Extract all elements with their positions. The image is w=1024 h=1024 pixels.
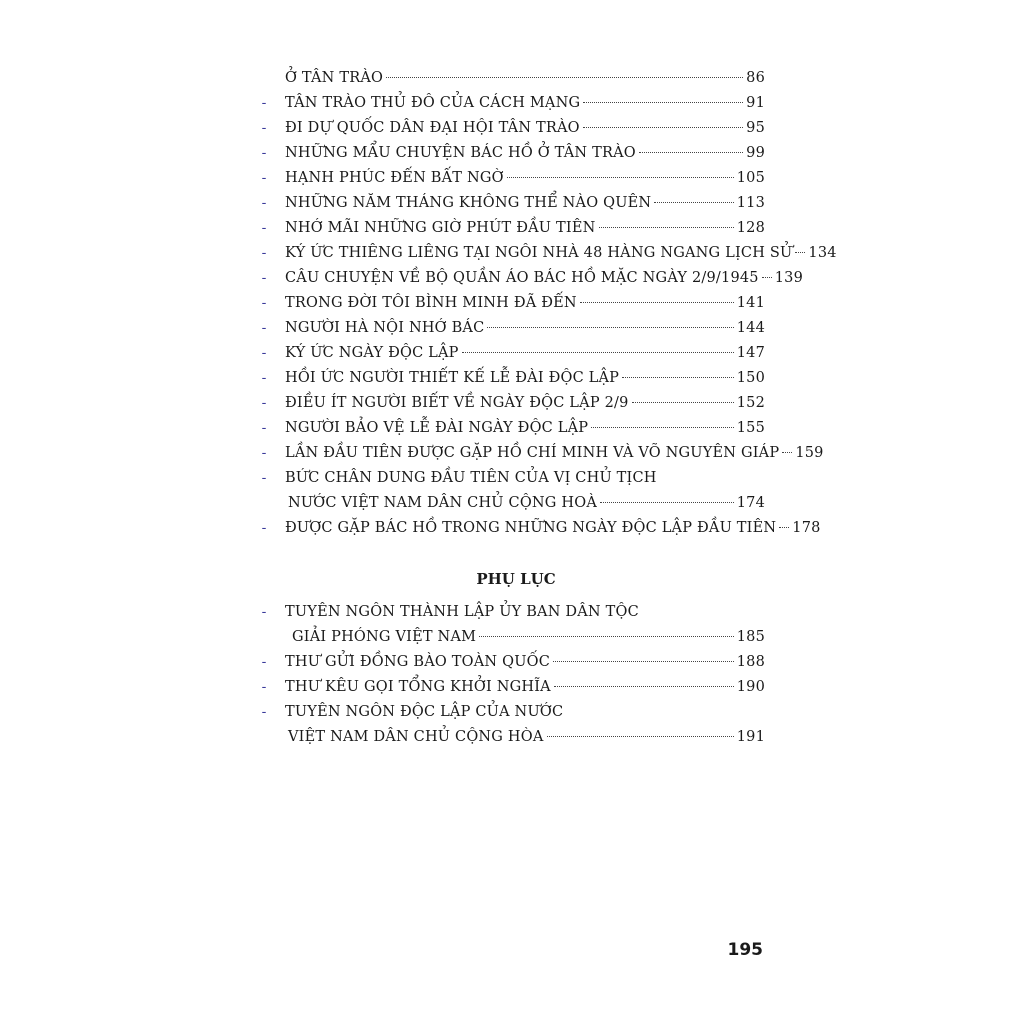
toc-entry-page: 128 (736, 220, 765, 236)
toc-entry-title: ĐƯỢC GẶP BÁC HỒ TRONG NHỮNG NGÀY ĐỘC LẬP ĐẦU TIÊN (285, 520, 777, 536)
toc-entry (257, 116, 765, 141)
toc-entry (257, 391, 765, 416)
dot-leader (487, 327, 733, 328)
toc-entry (257, 166, 765, 191)
dot-leader (779, 527, 789, 528)
toc-entry (257, 191, 765, 216)
bullet-dash: - (261, 295, 267, 311)
toc-entry-title: ĐIỀU ÍT NGƯỜI BIẾT VỀ NGÀY ĐỘC LẬP 2/9 (285, 395, 629, 411)
toc-entry-title-line1: BỨC CHÂN DUNG ĐẦU TIÊN CỦA VỊ CHỦ TỊCH (285, 470, 657, 486)
appendix-entry-multiline (257, 600, 765, 650)
appendix-heading: PHỤ LỤC (476, 570, 556, 588)
toc-entry-title: NHỮNG MẨU CHUYỆN BÁC HỒ Ở TÂN TRÀO (285, 145, 636, 161)
toc-entry (257, 91, 765, 116)
dot-leader (622, 377, 734, 378)
bullet-dash: - (261, 345, 267, 361)
toc-entry-page: 86 (746, 70, 765, 86)
toc-entry-title: HẠNH PHÚC ĐẾN BẤT NGỜ (285, 170, 504, 186)
toc-entry-title: ĐI DỰ QUỐC DÂN ĐẠI HỘI TÂN TRÀO (285, 120, 580, 136)
dot-leader (639, 152, 743, 153)
toc-entry (257, 266, 804, 291)
toc-entry-page: 91 (746, 95, 765, 111)
bullet-dash: - (261, 170, 267, 186)
toc-entry-title: KÝ ỨC THIÊNG LIÊNG TẠI NGÔI NHÀ 48 HÀNG NGANG LỊCH SỬ (285, 245, 793, 261)
toc-entry-page: 147 (736, 345, 765, 361)
toc-entry-page: 174 (736, 495, 765, 511)
toc-entry (257, 341, 765, 366)
toc-entry-page: 152 (736, 395, 765, 411)
toc-entry-title: NGƯỜI BẢO VỆ LỄ ĐÀI NGÀY ĐỘC LẬP (285, 420, 589, 436)
toc-entry (257, 216, 765, 241)
toc-entry-title: HỒI ỨC NGƯỜI THIẾT KẾ LỄ ĐÀI ĐỘC LẬP (285, 370, 620, 386)
toc-entry-page: 113 (736, 195, 765, 211)
dot-leader (462, 352, 734, 353)
toc-entry-page: 178 (792, 520, 821, 536)
toc-entry-title: CÂU CHUYỆN VỀ BỘ QUẦN ÁO BÁC HỒ MẶC NGÀY 2/9/1945 (285, 270, 759, 286)
toc-entry-title-line2: NƯỚC VIỆT NAM DÂN CHỦ CỘNG HOÀ (288, 495, 598, 511)
toc-entry-title: NHỚ MÃI NHỮNG GIỜ PHÚT ĐẦU TIÊN (285, 220, 596, 236)
bullet-dash: - (261, 679, 267, 695)
appendix-entry-title-line2: VIỆT NAM DÂN CHỦ CỘNG HÒA (288, 729, 544, 745)
toc-entry (257, 366, 765, 391)
dot-leader (553, 661, 734, 662)
page-number: 195 (727, 940, 763, 960)
appendix-entry-page: 185 (736, 629, 765, 645)
appendix-entry-title-line2: GIẢI PHÓNG VIỆT NAM (292, 629, 477, 645)
dot-leader (591, 427, 733, 428)
toc-entry-title: Ở TÂN TRÀO (285, 70, 384, 86)
dot-leader (762, 277, 772, 278)
dot-leader (386, 77, 743, 78)
dot-leader (583, 127, 743, 128)
appendix-entry-title: THƯ KÊU GỌI TỔNG KHỞI NGHĨA (285, 679, 551, 695)
dot-leader (583, 102, 743, 103)
toc-entry-page: 159 (795, 445, 824, 461)
bullet-dash: - (261, 220, 267, 236)
toc-entry-page: 99 (746, 145, 765, 161)
appendix-entry-page: 188 (736, 654, 765, 670)
bullet-dash: - (261, 120, 267, 136)
toc-entry-title: TÂN TRÀO THỦ ĐÔ CỦA CÁCH MẠNG (285, 95, 581, 111)
dot-leader (580, 302, 734, 303)
toc-entry-title: TRONG ĐỜI TÔI BÌNH MINH ĐÃ ĐẾN (285, 295, 577, 311)
dot-leader (654, 202, 733, 203)
toc-entry (257, 291, 765, 316)
appendix-entry-page: 190 (736, 679, 765, 695)
table-of-contents (257, 66, 837, 750)
appendix-entry-title-line1: TUYÊN NGÔN ĐỘC LẬP CỦA NƯỚC (285, 704, 564, 720)
toc-entry-title: NGƯỜI HÀ NỘI NHỚ BÁC (285, 320, 485, 336)
toc-entry (257, 141, 765, 166)
toc-entry (257, 416, 765, 441)
dot-leader (782, 452, 792, 453)
dot-leader (554, 686, 734, 687)
toc-entry-title: KÝ ỨC NGÀY ĐỘC LẬP (285, 345, 459, 361)
toc-entry-page: 105 (736, 170, 765, 186)
appendix-entry (257, 650, 765, 675)
dot-leader (547, 736, 734, 737)
toc-entry-list (257, 91, 837, 466)
appendix-entry-title: THƯ GỬI ĐỒNG BÀO TOÀN QUỐC (285, 654, 550, 670)
bullet-dash: - (261, 95, 267, 111)
bullet-dash: - (261, 704, 267, 720)
bullet-dash: - (261, 370, 267, 386)
dot-leader (600, 502, 734, 503)
toc-entry (257, 241, 837, 266)
bullet-dash: - (261, 245, 267, 261)
bullet-dash: - (261, 654, 267, 670)
toc-entry (257, 441, 824, 466)
appendix-entry-multiline (257, 700, 765, 750)
bullet-dash: - (261, 445, 267, 461)
dot-leader (632, 402, 734, 403)
bullet-dash: - (261, 520, 267, 536)
toc-entry-page: 139 (774, 270, 804, 286)
bullet-dash: - (261, 470, 267, 486)
bullet-dash: - (261, 145, 267, 161)
bullet-dash: - (261, 270, 267, 286)
toc-entry-title: NHỮNG NĂM THÁNG KHÔNG THỂ NÀO QUÊN (285, 195, 652, 211)
toc-entry-page: 144 (736, 320, 765, 336)
toc-entry-page: 95 (746, 120, 765, 136)
toc-entry-page: 155 (736, 420, 765, 436)
toc-entry-title: LẦN ĐẦU TIÊN ĐƯỢC GẶP HỒ CHÍ MINH VÀ VÕ NGUYÊN GIÁP (285, 445, 780, 461)
toc-entry-page: 150 (736, 370, 765, 386)
appendix-entry-page: 191 (736, 729, 765, 745)
toc-entry (257, 66, 765, 91)
dot-leader (507, 177, 734, 178)
toc-entry-multiline (257, 466, 765, 516)
appendix-entry (257, 675, 765, 700)
toc-entry (257, 316, 765, 341)
toc-entry-page: 141 (736, 295, 765, 311)
toc-entry-page: 134 (808, 245, 837, 261)
bullet-dash: - (261, 604, 267, 620)
bullet-dash: - (261, 395, 267, 411)
bullet-dash: - (261, 195, 267, 211)
bullet-dash: - (261, 420, 267, 436)
appendix-entry-title-line1: TUYÊN NGÔN THÀNH LẬP ỦY BAN DÂN TỘC (285, 604, 639, 620)
toc-entry (257, 516, 821, 541)
dot-leader (479, 636, 734, 637)
bullet-dash: - (261, 320, 267, 336)
dot-leader (795, 252, 805, 253)
dot-leader (599, 227, 734, 228)
